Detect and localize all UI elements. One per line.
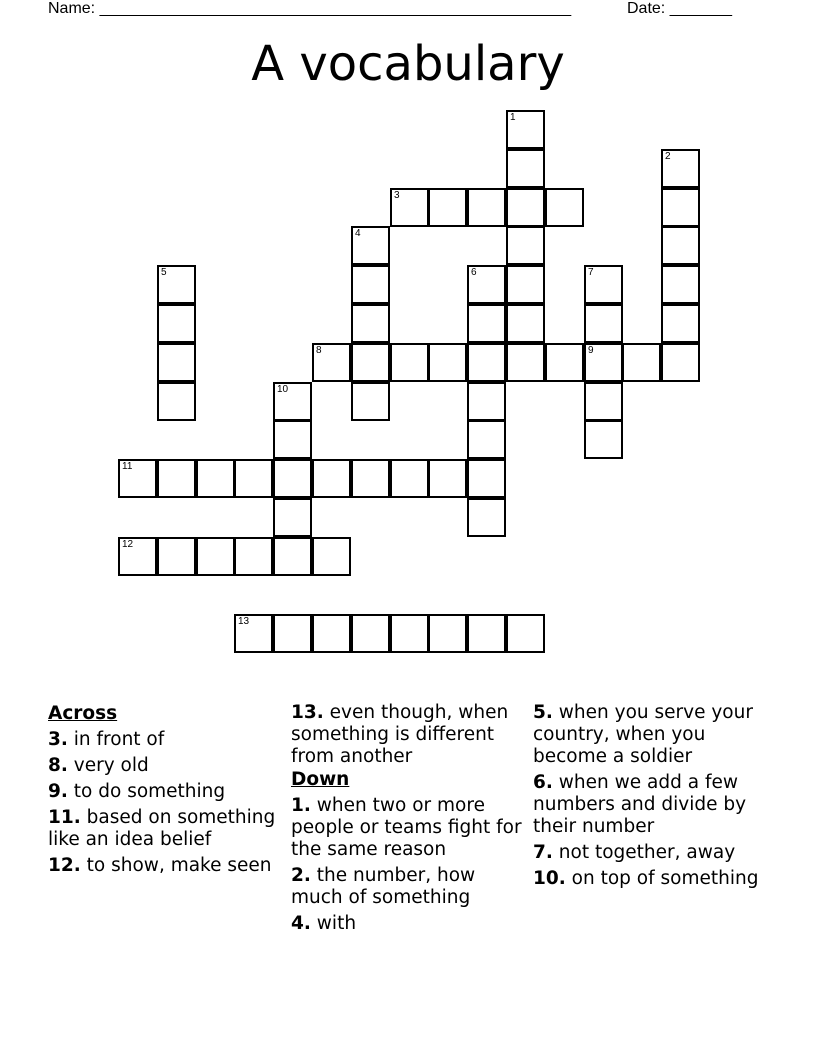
grid-cell[interactable] — [428, 459, 467, 498]
grid-cell[interactable] — [545, 188, 584, 227]
grid-cell[interactable] — [234, 459, 273, 498]
across-heading: Across — [48, 703, 118, 724]
grid-cell[interactable] — [467, 420, 506, 459]
clue-number: 5 — [161, 267, 167, 278]
grid-cell[interactable] — [506, 343, 545, 382]
date-field-label: Date: _______ — [627, 0, 732, 17]
clue-number: 12 — [122, 539, 134, 550]
grid-cell[interactable] — [273, 382, 312, 421]
clue-across-11: 11. based on something like an idea belief — [48, 807, 276, 850]
grid-cell[interactable] — [273, 498, 312, 537]
clue-down-7: 7. not together, away — [533, 842, 736, 863]
grid-cell[interactable] — [506, 265, 545, 304]
grid-cell[interactable] — [273, 420, 312, 459]
grid-cell[interactable] — [506, 304, 545, 343]
grid-cell[interactable] — [584, 420, 623, 459]
grid-cell[interactable] — [584, 382, 623, 421]
clue-across-12: 12. to show, make seen — [48, 855, 272, 876]
clue-number: 9 — [588, 345, 594, 356]
grid-cell[interactable] — [506, 226, 545, 265]
clue-number: 3 — [394, 190, 400, 201]
clues-column-2 — [291, 702, 527, 935]
grid-cell[interactable] — [351, 343, 390, 382]
grid-cell[interactable] — [118, 459, 157, 498]
clue-down-6: 6. when we add a few numbers and divide by their number — [533, 772, 747, 837]
clue-number: 13 — [238, 616, 250, 627]
clue-number: 4 — [355, 228, 361, 239]
grid-cell[interactable] — [661, 343, 700, 382]
grid-cell[interactable] — [273, 459, 312, 498]
grid-cell[interactable] — [196, 459, 235, 498]
name-field-label: Name: _____________________________________________________ — [48, 0, 572, 17]
grid-cell[interactable] — [661, 149, 700, 188]
clue-across-13: 13. even though, when something is different from another — [291, 702, 509, 767]
grid-cell[interactable] — [157, 265, 196, 304]
clue-down-5: 5. when you serve your country, when you become a soldier — [533, 702, 753, 767]
clue-number: 11 — [122, 461, 133, 472]
grid-cell[interactable] — [157, 304, 196, 343]
grid-cell[interactable] — [351, 226, 390, 265]
grid-cell[interactable] — [157, 459, 196, 498]
clue-down-1: 1. when two or more people or teams fight for the same reason — [291, 795, 522, 860]
grid-cell[interactable] — [584, 265, 623, 304]
grid-cell[interactable] — [467, 304, 506, 343]
clue-number: 6 — [471, 267, 477, 278]
grid-cell[interactable] — [661, 188, 700, 227]
grid-cell[interactable] — [196, 537, 235, 576]
grid-cell[interactable] — [351, 382, 390, 421]
clue-across-9: 9. to do something — [48, 781, 226, 802]
clues-column-1 — [48, 702, 284, 877]
grid-cell[interactable] — [390, 459, 429, 498]
grid-cell[interactable] — [506, 614, 545, 653]
grid-cell[interactable] — [467, 498, 506, 537]
grid-cell[interactable] — [351, 459, 390, 498]
grid-cell[interactable] — [428, 614, 467, 653]
clue-number: 7 — [588, 267, 594, 278]
clues-column-3 — [533, 702, 769, 890]
grid-cell[interactable] — [390, 614, 429, 653]
clue-number: 1 — [510, 112, 516, 123]
grid-cell[interactable] — [118, 537, 157, 576]
grid-cell[interactable] — [351, 304, 390, 343]
clue-number: 2 — [665, 151, 671, 162]
grid-cell[interactable] — [545, 343, 584, 382]
grid-cell[interactable] — [312, 343, 351, 382]
grid-cell[interactable] — [506, 110, 545, 149]
grid-cell[interactable] — [506, 188, 545, 227]
grid-cell[interactable] — [312, 459, 351, 498]
grid-cell[interactable] — [467, 343, 506, 382]
grid-cell[interactable] — [157, 343, 196, 382]
grid-cell[interactable] — [157, 537, 196, 576]
page-title: A vocabulary — [251, 36, 565, 92]
clue-number: 8 — [316, 345, 322, 356]
grid-cell[interactable] — [273, 614, 312, 653]
clue-across-8: 8. very old — [48, 755, 149, 776]
clue-down-2: 2. the number, how much of something — [291, 865, 476, 908]
grid-cell[interactable] — [661, 304, 700, 343]
clue-number: 10 — [277, 384, 289, 395]
grid-cell[interactable] — [467, 265, 506, 304]
grid-cell[interactable] — [661, 226, 700, 265]
grid-cell[interactable] — [312, 614, 351, 653]
clue-down-10: 10. on top of something — [533, 868, 759, 889]
grid-cell[interactable] — [467, 459, 506, 498]
grid-cell[interactable] — [506, 149, 545, 188]
grid-cell[interactable] — [428, 343, 467, 382]
grid-cell[interactable] — [157, 382, 196, 421]
grid-cell[interactable] — [622, 343, 661, 382]
grid-cell[interactable] — [312, 537, 351, 576]
grid-cell[interactable] — [467, 382, 506, 421]
grid-cell[interactable] — [584, 343, 623, 382]
grid-cell[interactable] — [661, 265, 700, 304]
grid-cell[interactable] — [584, 304, 623, 343]
grid-cell[interactable] — [390, 343, 429, 382]
grid-cell[interactable] — [390, 188, 429, 227]
grid-cell[interactable] — [428, 188, 467, 227]
grid-cell[interactable] — [467, 188, 506, 227]
grid-cell[interactable] — [351, 614, 390, 653]
clue-across-3: 3. in front of — [48, 729, 165, 750]
grid-cell[interactable] — [273, 537, 312, 576]
down-heading: Down — [291, 769, 350, 790]
grid-cell[interactable] — [467, 614, 506, 653]
grid-cell[interactable] — [234, 614, 273, 653]
grid-cell[interactable] — [351, 265, 390, 304]
grid-cell[interactable] — [234, 537, 273, 576]
clue-down-4: 4. with — [291, 913, 357, 934]
